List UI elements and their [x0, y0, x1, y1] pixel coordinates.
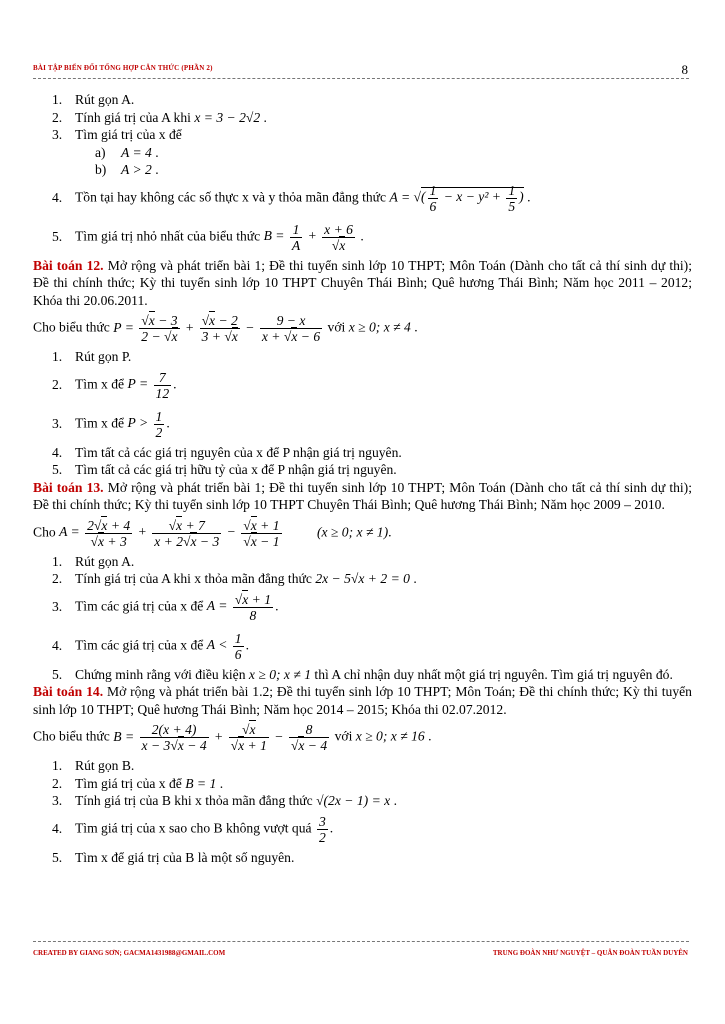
p13-q2: 2. Tính giá trị của A khi x thỏa mãn đẳng thức 2x − 5√x + 2 = 0 . [52, 571, 417, 586]
header-divider [33, 78, 689, 79]
problem-14-heading: Bài toán 14. Mở rộng và phát triển bài 1.2; Đề thi tuyển sinh lớp 10 THPT; Môn Toán; Đề thi chính thức; Kỳ thi tuyển sinh lớp 10 THPT; Quê hương Thái Bình; Năm học 2014 – 2015; Khóa thi 02.07.2012. [33, 684, 692, 717]
prev-q5: 5. Tìm giá trị nhỏ nhất của biểu thức B = $\frac{1}{A}$ + $\frac{x + 6}{√x}$ . [52, 221, 364, 253]
footer-left: CREATED BY GIANG SƠN; GACMA1431988@GMAIL.COM [33, 949, 226, 957]
problem-13-expression: Cho A = $\frac{2√x + 4}{√x + 3}$ + $\frac{√x + 7}{x + 2√x - 3}$ − $\frac{√x + 1}{√x - 1}$ (x ≥ 0; x ≠ 1). [33, 517, 392, 549]
p14-q4: 4. Tìm giá trị của x sao cho B không vượt quá $\frac{3}{2}$ . [52, 813, 334, 845]
prev-q3: 3. Tìm giá trị của x để [52, 127, 182, 142]
prev-q3b: b) A > 2 . [95, 162, 159, 177]
p14-q1: 1. Rút gọn B. [52, 758, 135, 773]
p12-q5: 5. Tìm tất cả các giá trị hữu tỷ của x để P nhận giá trị nguyên. [52, 462, 397, 477]
footer-divider [33, 941, 689, 942]
p12-q4: 4. Tìm tất cả các giá trị nguyên của x để P nhận giá trị nguyên. [52, 444, 402, 460]
problem-14-expression: Cho biểu thức B = $\frac{2(x + 4)}{x - 3√x - 4}$ + $\frac{√x}{√x + 1}$ − $\frac{8}{√x - 4}$ với x ≥ 0; x ≠ 16 . [33, 722, 432, 753]
header-title: BÀI TẬP BIẾN ĐỔI TỔNG HỢP CĂN THỨC (PHẦN 2) [33, 64, 213, 72]
p12-q1: 1. Rút gọn P. [52, 349, 132, 364]
prev-q4: 4. Tồn tại hay không các số thực x và y thỏa mãn đẳng thức A = √( $\frac{1}{6}$ − x − y² + $\frac{1}{5}$ ) . [52, 182, 531, 214]
problem-13-heading: Bài toán 13. Mở rộng và phát triển bài 1; Đề thi tuyển sinh lớp 10 THPT; Môn Toán (Dành cho tất cả thí sinh dự thi); Đề thi chính thức; Kỳ thi tuyển sinh lớp 10 THPT Chuyên Thái Bình; Quê hương Thái Bình; Năm học 2009 – 2010. [33, 479, 692, 512]
p14-q3: 3. Tính giá trị của B khi x thỏa mãn đẳng thức √(2x − 1) = x . [52, 793, 397, 808]
p12-q2: 2. Tìm x để P = $\frac{7}{12}$ . [52, 369, 177, 401]
problem-12-expression: Cho biểu thức P = $\frac{√x - 3}{2 - √x}$ + $\frac{√x - 2}{3 + √x}$ − $\frac{9 - x}{x + √x - 6}$ với x ≥ 0; x ≠ 4 . [33, 313, 418, 344]
footer-right: TRUNG ĐOÀN NHƯ NGUYỆT – QUÂN ĐOÀN TUẦN DUYÊN [492, 949, 688, 957]
p13-q5: 5. Chứng minh rằng với điều kiện x ≥ 0; x ≠ 1 thì A chỉ nhận duy nhất một giá trị nguyên. Tìm giá trị nguyên đó. [52, 666, 673, 682]
prev-q2: 2. Tính giá trị của A khi x = 3 − 2√2 . [52, 109, 267, 125]
p14-q2: 2. Tìm giá trị của x để B = 1 . [52, 775, 224, 791]
p12-q3: 3. Tìm x để P > $\frac{1}{2}$ . [52, 408, 170, 440]
page-content [33, 91, 692, 866]
p13-q4: 4. Tìm các giá trị của x để A < $\frac{1}{6}$ . [52, 630, 249, 662]
p13-q1: 1. Rút gọn A. [52, 553, 135, 569]
page-number: 8 [681, 62, 688, 77]
prev-q1: 1. Rút gọn A. [52, 92, 135, 107]
p13-q3: 3. Tìm các giá trị của x để A = $\frac{√x + 1}{8}$ . [52, 591, 279, 623]
prev-q3a: a) A = 4 . [95, 144, 159, 160]
problem-12-heading: Bài toán 12. Mở rộng và phát triển bài 1; Đề thi tuyển sinh lớp 10 THPT; Môn Toán (Dành cho tất cả thí sinh dự thi); Đề thi chính thức; Kỳ thi tuyển sinh lớp 10 THPT Chuyên Thái Bình; Quê hương Thái Bình; Năm học 2011 – 2012; Khóa thi 20.06.2011. [33, 257, 692, 308]
p14-q5: 5. Tìm x để giá trị của B là một số nguyên. [52, 849, 295, 865]
